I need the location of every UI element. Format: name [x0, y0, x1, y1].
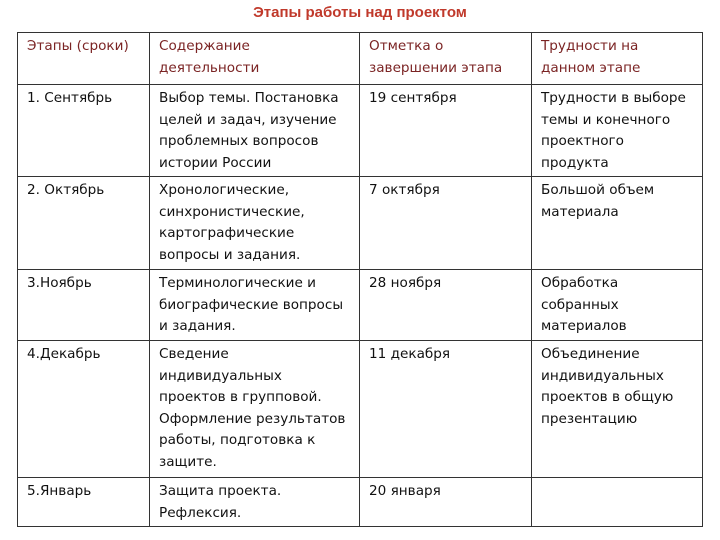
stage-cell: 3.Ноябрь [18, 270, 150, 341]
content-cell: Хронологические, синхронистические, картографические вопросы и задания. [150, 177, 360, 270]
stage-cell: 4.Декабрь [18, 341, 150, 478]
completion-date-cell: 28 ноября [360, 270, 532, 341]
completion-date-cell: 19 сентября [360, 85, 532, 177]
table-row [18, 478, 703, 527]
completion-date-cell: 11 декабря [360, 341, 532, 478]
content-cell: Сведение индивидуальных проектов в групповой. Оформление результатов работы, подготовка к защите. [150, 341, 360, 478]
completion-date-cell: 7 октября [360, 177, 532, 270]
difficulties-cell [532, 478, 703, 527]
stage-cell: 5.Январь [18, 478, 150, 527]
completion-date-cell: 20 января [360, 478, 532, 527]
difficulties-cell: Обработка собранных материалов [532, 270, 703, 341]
content-cell: Терминологические и биографические вопросы и задания. [150, 270, 360, 341]
stage-cell: 1. Сентябрь [18, 85, 150, 177]
project-stages-table [17, 32, 703, 527]
page-title: Этапы работы над проектом [253, 4, 467, 21]
header-cell-completion: Отметка о завершении этапа [360, 33, 532, 85]
difficulties-cell: Трудности в выборе темы и конечного проектного продукта [532, 85, 703, 177]
table-row [18, 270, 703, 341]
difficulties-cell: Большой объем материала [532, 177, 703, 270]
table-row [18, 341, 703, 478]
table-row [18, 85, 703, 177]
header-cell-difficulties: Трудности на данном этапе [532, 33, 703, 85]
stage-cell: 2. Октябрь [18, 177, 150, 270]
header-cell-content: Содержание деятельности [150, 33, 360, 85]
content-cell: Выбор темы. Постановка целей и задач, изучение проблемных вопросов истории России [150, 85, 360, 177]
header-cell-stages: Этапы (сроки) [18, 33, 150, 85]
table-row [18, 177, 703, 270]
table-header-row [18, 33, 703, 85]
difficulties-cell: Объединение индивидуальных проектов в общую презентацию [532, 341, 703, 478]
content-cell: Защита проекта. Рефлексия. [150, 478, 360, 527]
